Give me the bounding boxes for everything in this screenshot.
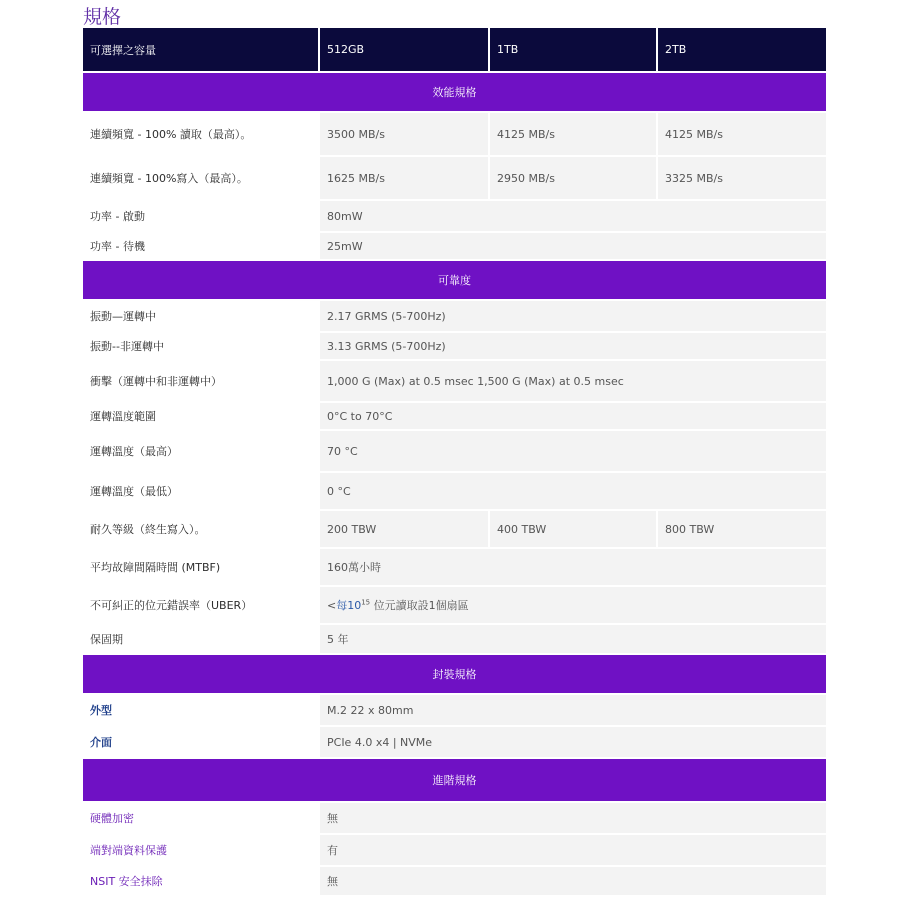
- table-row: [83, 157, 826, 201]
- table-row: [83, 473, 826, 511]
- capacity-label: 可選擇之容量: [83, 28, 320, 73]
- row-value: 25mW: [320, 233, 826, 261]
- table-row: [83, 301, 826, 333]
- row-value: 0 °C: [320, 473, 826, 511]
- row-label: 保固期: [83, 625, 320, 655]
- table-row: [83, 201, 826, 233]
- table-row: [83, 233, 826, 261]
- spec-table: [83, 28, 826, 897]
- row-label: 功率 - 待機: [83, 233, 320, 261]
- uber-prefix: <: [327, 599, 337, 612]
- row-label: 連續頻寬 - 100%寫入（最高）。: [83, 157, 320, 201]
- capacity-2tb: 2TB: [658, 28, 826, 73]
- row-value: 1625 MB/s: [320, 157, 490, 201]
- table-row: [83, 625, 826, 655]
- table-row: [83, 431, 826, 473]
- row-value: 160萬小時: [320, 549, 826, 587]
- row-label: 運轉溫度（最高）: [83, 431, 320, 473]
- table-row: [83, 403, 826, 431]
- capacity-1tb: 1TB: [490, 28, 658, 73]
- table-row: [83, 695, 826, 727]
- row-value: 4125 MB/s: [658, 113, 826, 157]
- capacity-header-row: [83, 28, 826, 73]
- table-row: [83, 333, 826, 361]
- row-value: 0°C to 70°C: [320, 403, 826, 431]
- row-value: 3325 MB/s: [658, 157, 826, 201]
- row-label: 端對端資料保護: [83, 835, 320, 867]
- row-label: 運轉溫度範圍: [83, 403, 320, 431]
- table-row: [83, 727, 826, 759]
- row-value: 2950 MB/s: [490, 157, 658, 201]
- section-advanced: [83, 759, 826, 803]
- uber-suffix: 位元讀取設1個扇區: [370, 599, 469, 612]
- row-label: 外型: [83, 695, 320, 727]
- row-value: 無: [320, 867, 826, 897]
- row-value: 400 TBW: [490, 511, 658, 549]
- row-value: 70 °C: [320, 431, 826, 473]
- row-label: NSIT 安全抹除: [83, 867, 320, 897]
- section-title: 進階規格: [83, 759, 826, 803]
- uber-number: 每10: [336, 599, 362, 612]
- row-label: 運轉溫度（最低）: [83, 473, 320, 511]
- row-value: 200 TBW: [320, 511, 490, 549]
- row-value: 5 年: [320, 625, 826, 655]
- row-label: 不可糾正的位元錯誤率（UBER）: [83, 587, 320, 625]
- row-value: 3500 MB/s: [320, 113, 490, 157]
- table-row: [83, 835, 826, 867]
- table-row: [83, 549, 826, 587]
- row-label: 振動—運轉中: [83, 301, 320, 333]
- page-title: 規格: [83, 6, 122, 28]
- section-title: 可靠度: [83, 261, 826, 301]
- uber-exponent: 15: [361, 598, 371, 607]
- row-value: 2.17 GRMS (5-700Hz): [320, 301, 826, 333]
- row-value: 80mW: [320, 201, 826, 233]
- row-label: 功率 - 啟動: [83, 201, 320, 233]
- row-value: 3.13 GRMS (5-700Hz): [320, 333, 826, 361]
- table-row: [83, 803, 826, 835]
- row-value: 有: [320, 835, 826, 867]
- table-row: [83, 511, 826, 549]
- section-title: 封裝規格: [83, 655, 826, 695]
- section-packaging: [83, 655, 826, 695]
- uber-value: [320, 587, 826, 625]
- row-value: 4125 MB/s: [490, 113, 658, 157]
- section-title: 效能規格: [83, 73, 826, 113]
- row-label: 平均故障間隔時間 (MTBF): [83, 549, 320, 587]
- table-row: [83, 867, 826, 897]
- capacity-512gb: 512GB: [320, 28, 490, 73]
- row-value: PCIe 4.0 x4 | NVMe: [320, 727, 826, 759]
- row-label: 硬體加密: [83, 803, 320, 835]
- row-value: 1,000 G (Max) at 0.5 msec 1,500 G (Max) at 0.5 msec: [320, 361, 826, 403]
- row-label: 振動--非運轉中: [83, 333, 320, 361]
- row-value: 800 TBW: [658, 511, 826, 549]
- table-row: [83, 587, 826, 625]
- row-value: 無: [320, 803, 826, 835]
- section-performance: [83, 73, 826, 113]
- row-label: 耐久等級（終生寫入）。: [83, 511, 320, 549]
- table-row: [83, 113, 826, 157]
- table-row: [83, 361, 826, 403]
- section-reliability: [83, 261, 826, 301]
- row-value: M.2 22 x 80mm: [320, 695, 826, 727]
- row-label: 介面: [83, 727, 320, 759]
- row-label: 衝擊（運轉中和非運轉中）: [83, 361, 320, 403]
- row-label: 連續頻寬 - 100% 讀取（最高）。: [83, 113, 320, 157]
